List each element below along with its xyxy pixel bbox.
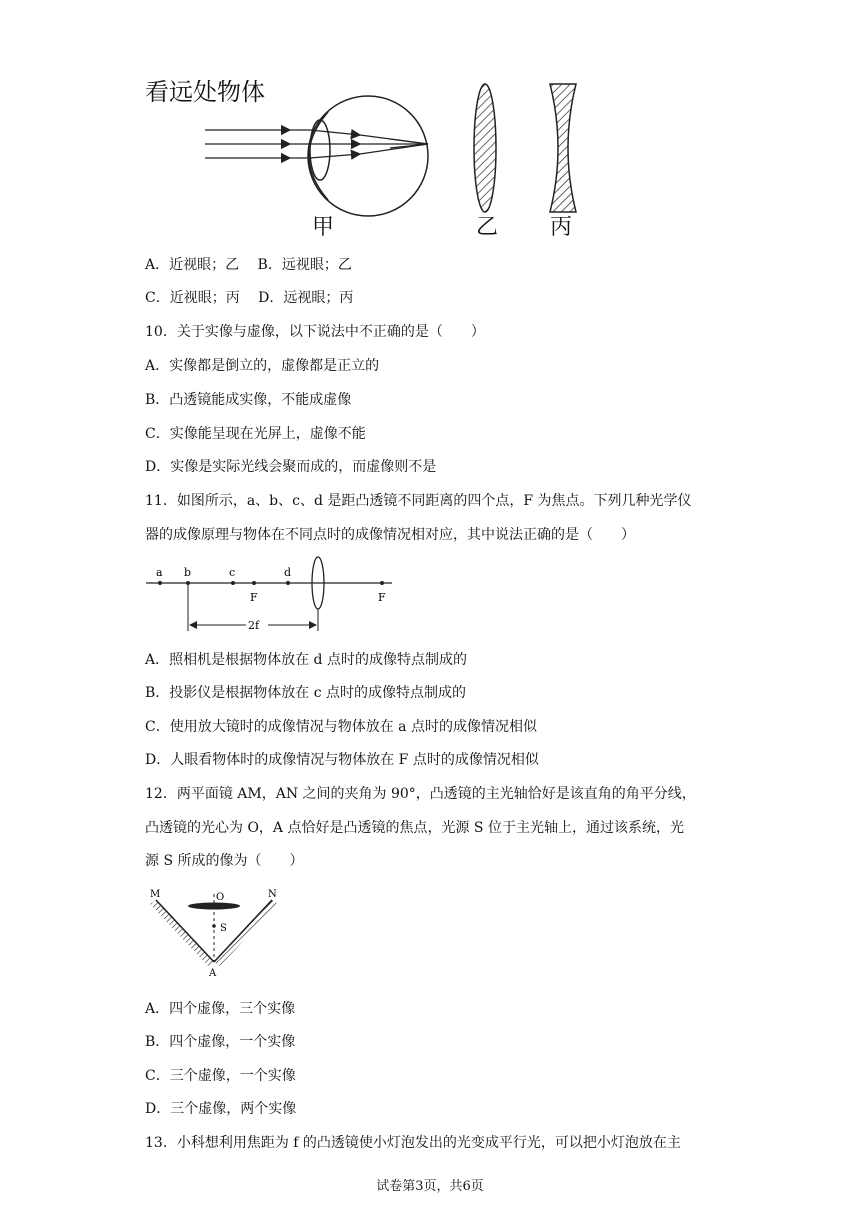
point-d <box>286 581 290 585</box>
mirror-figure <box>146 880 286 978</box>
point-c <box>231 581 235 585</box>
q12-stem-line2: 凸透镜的光心为 O，A 点恰好是凸透镜的焦点，光源 S 位于主光轴上，通过该系统，光 <box>145 820 684 836</box>
label-o: O <box>216 892 225 903</box>
label-f-right: F <box>378 591 386 604</box>
label-a: a <box>156 566 163 579</box>
label-m: M <box>150 889 161 900</box>
label-jia: 甲 <box>312 215 335 240</box>
label-a-vertex: A <box>209 968 217 978</box>
label-yi: 乙 <box>476 215 499 240</box>
page-footer: 试卷第3页，共6页 <box>376 1179 484 1194</box>
q11-option-d: D．人眼看物体时的成像情况与物体放在 F 点时的成像情况相似 <box>145 752 539 768</box>
q10-option-a: A．实像都是倒立的，虚像都是正立的 <box>145 358 380 374</box>
label-b: b <box>184 566 192 579</box>
point-a <box>158 581 162 585</box>
convex-lens-q12 <box>188 903 240 910</box>
q11-option-b: B．投影仪是根据物体放在 c 点时的成像特点制成的 <box>145 685 467 701</box>
figure-title-far-object: 看远处物体 <box>145 78 265 106</box>
q12-option-c: C．三个虚像，一个实像 <box>145 1068 296 1084</box>
label-c: c <box>229 566 236 579</box>
mirror-am <box>150 900 214 966</box>
q10-option-c: C．实像能呈现在光屏上，虚像不能 <box>145 426 366 442</box>
label-2f: 2f <box>248 619 260 632</box>
q10-option-b: B．凸透镜能成实像，不能成虚像 <box>145 392 352 408</box>
q10-option-d: D．实像是实际光线会聚而成的，而虚像则不是 <box>145 459 437 475</box>
q11-stem-line2: 器的成像原理与物体在不同点时的成像情况相对应，其中说法正确的是（ ） <box>145 527 635 543</box>
q13-stem-line1: 13．小科想利用焦距为 f 的凸透镜使小灯泡发出的光变成平行光，可以把小灯泡放在主 <box>145 1135 681 1151</box>
q12-stem-line3: 源 S 所成的像为（ ） <box>145 853 304 869</box>
label-bing: 丙 <box>550 215 573 240</box>
eye-lens <box>310 120 330 180</box>
point-s <box>212 924 216 928</box>
label-f-left: F <box>250 591 258 604</box>
q12-stem-line1: 12．两平面镜 AM，AN 之间的夹角为 90°，凸透镜的主光轴恰好是该直角的角平分线， <box>145 786 696 802</box>
point-f-left <box>252 581 256 585</box>
concave-lens <box>550 84 576 212</box>
q12-option-a: A．四个虚像，三个实像 <box>145 1001 296 1017</box>
q11-option-c: C．使用放大镜时的成像情况与物体放在 a 点时的成像情况相似 <box>145 719 537 735</box>
q11-option-a: A．照相机是根据物体放在 d 点时的成像特点制成的 <box>145 652 467 668</box>
eye-figure <box>190 82 810 232</box>
convex-lens <box>474 84 496 212</box>
q10-stem: 10．关于实像与虚像，以下说法中不正确的是（ ） <box>145 324 485 340</box>
q12-option-b: B．四个虚像，一个实像 <box>145 1034 296 1050</box>
lens-axis-figure <box>142 555 402 635</box>
label-n: N <box>268 889 277 900</box>
q9-options-cd: C．近视眼；丙 D．远视眼；丙 <box>145 290 354 306</box>
point-f-right <box>380 581 384 585</box>
q12-option-d: D．三个虚像，两个实像 <box>145 1101 297 1117</box>
label-s: S <box>220 923 227 934</box>
label-d: d <box>284 566 292 579</box>
q11-stem-line1: 11．如图所示，a、b、c、d 是距凸透镜不同距离的四个点，F 为焦点。下列几种光学仪 <box>145 493 692 509</box>
q9-options-ab: A．近视眼；乙 B．远视眼；乙 <box>145 257 352 273</box>
